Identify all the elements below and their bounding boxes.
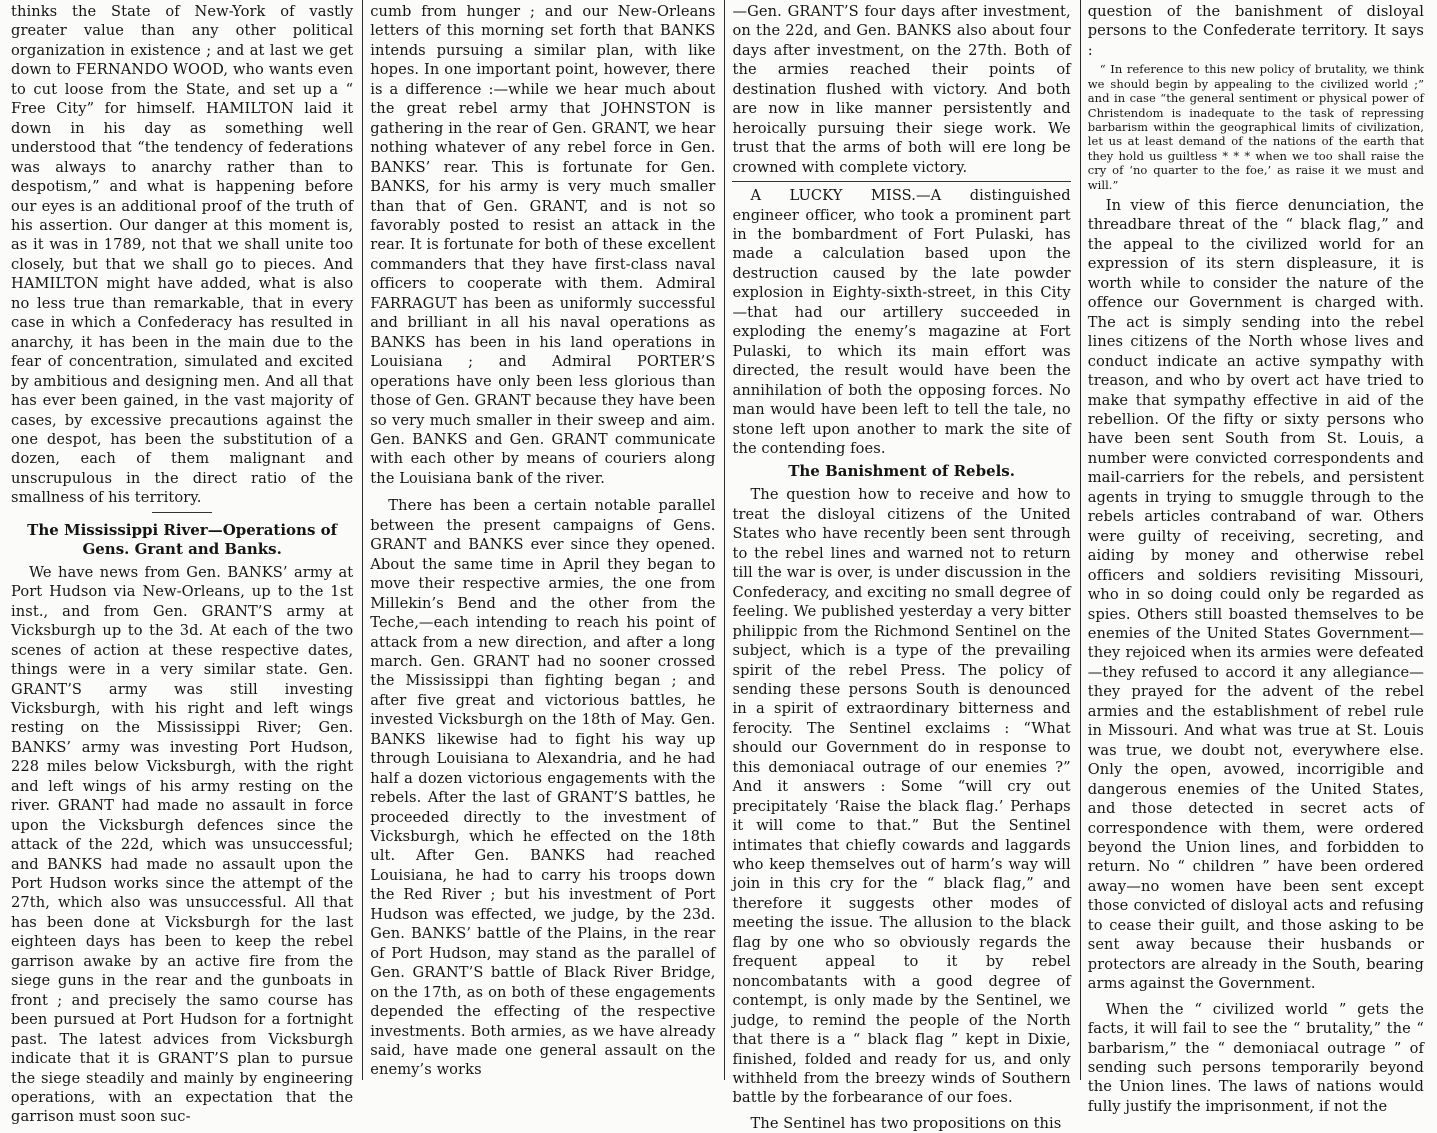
column-2 xyxy=(363,0,724,1080)
col3-paragraph-lucky-miss: A LUCKY MISS.—A distinguished engineer officer, who took a prominent part in the bombardment of Fort Pulaski, has made a calculation based upon the destruction caused by the late powder explosion in Eighty-sixth-street, in this City—that had our artillery succeeded in exploding the enemy’s magazine at Fort Pulaski, to which its main effort was directed, the result would have been the annihilation of both the opposing forces. No man would have been left to tell the tale, no stone left upon another to mark the site of the contending foes. xyxy=(732,187,1071,457)
col4-paragraph-1: question of the banishment of disloyal persons to the Confederate territory. It says : xyxy=(1087,3,1424,59)
column-3 xyxy=(725,0,1079,1132)
col3-paragraph-1: —Gen. GRANT’S four days after investment, on the 22d, and Gen. BANKS also about four days after investment, on the 27th. Both of the armies reached their points of destination flushed with victory. And both are now in like manner persistently and heroically pursuing their siege work. We trust that the arms of both will ere long be crowned with complete victory. xyxy=(732,3,1071,176)
heading-banishment-of-rebels: The Banishment of Rebels. xyxy=(788,462,1015,481)
col2-paragraph-2: There has been a certain notable parallel between the present campaigns of Gens. GRANT and BANKS ever since they opened. About the same time in April they began to move their respective armies, the one from Millekin’s Bend and the other from the Teche,—each intending to reach his point of attack from a new direction, and after a long march. Gen. GRANT had no sooner crossed the Mississippi than fighting began ; and after five great and victorious battles, he invested Vicksburgh on the 18th of May. Gen. BANKS likewise had to fight his way up through Louisiana to Alexandria, and he had half a dozen victorious engagements with the rebels. After the last of GRANT’S battles, he proceeded directly to the investment of Vicksburgh, which he effected on the 18th ult. After Gen. BANKS had reached Louisiana, he had to carry his troops down the Red River ; but his investment of Port Hudson was effected, we judge, by the 23d. Gen. BANKS’ battle of the Plains, in the rear of Port Hudson, may stand as the parallel of Gen. GRANT’S battle of Black River Bridge, on the 17th, as on both of these engagements depended the effecting of the respective investments. Both armies, as we have already said, have made one general assault on the enemy’s works xyxy=(370,497,716,1079)
section-divider xyxy=(732,181,1070,182)
column-4 xyxy=(1081,0,1433,1115)
col1-paragraph-2: We have news from Gen. BANKS’ army at Port Hudson via New-Orleans, up to the 1st inst., and from Gen. GRANT’S army at Vicksburgh up to the 3d. At each of the two scenes of action at these respective dates, things were in a very similar state. Gen. GRANT’S army was still investing Vicksburgh, with his right and left wings resting on the Mississippi River; Gen. BANKS’ army was investing Port Hudson, 228 miles below Vicksburgh, with the right and left wings of his army resting on the river. GRANT had made no assault in force upon the Vicksburgh defences since the attack of the 22d, which was unsuccessful; and BANKS had made no assault upon the Port Hudson works since the attempt of the 27th, which also was unsuccessful. All that has been done at Vicksburgh for the last eighteen days has been to keep the rebel garrison awake by an active fire from the siege guns in the rear and the gunboats in front ; and precisely the samo course has been pursued at Port Hudson for a fortnight past. The latest advices from Vicksburgh indicate that it is GRANT’S plan to pursue the siege steadily and mainly by engineering operations, with an expectation that the garrison must soon suc- xyxy=(11,563,354,1126)
col1-paragraph-1: thinks the State of New-York of vastly greater value than any other political organization in existence ; and at last we get down to FERNANDO WOOD, who wants even to cut loose from the State, and set up a “ Free City” for himself. HAMILTON laid it down in his day as something well understood that “the tendency of federations was always to anarchy rather than to despotism,” and what is happening before our eyes is an additional proof of the truth of his assertion. Our danger at this moment is, as it was in 1789, not that we shall unite too closely, but that we shall go to pieces. And HAMILTON might have added, what is also no less true than remarkable, that in every case in which a Confederacy has resulted in anarchy, it has been in the main due to the fear of concentration, simulated and excited by ambitious and designing men. And all that has ever been gained, in the vast majority of cases, by excessive precautions against the one despot, has been the substitution of a dozen, each of them malignant and unscrupulous in the direct ratio of the smallness of his territory. xyxy=(11,3,354,507)
section-divider xyxy=(152,512,212,513)
column-1 xyxy=(4,0,362,1126)
col3-paragraph-4: The Sentinel has two propositions on this xyxy=(750,1114,1062,1132)
col2-paragraph-1: cumb from hunger ; and our New-Orleans letters of this morning set forth that BANKS intends pursuing a similar plan, with like hopes. In one important point, however, there is a difference :—while we hear much about the great rebel army that JOHNSTON is gathering in the rear of Gen. GRANT, we hear nothing whatever of any rebel force in Gen. BANKS’ rear. This is fortunate for Gen. BANKS, for his army is very much smaller than that of Gen. GRANT, and is not so favorably posted to resist an attack in the rear. It is fortunate for both of these excellent commanders that they have first-class naval officers to cooperate with them. Admiral FARRAGUT has been as uniformly successful and brilliant in all his naval operations as BANKS has been in his land operations in Louisiana ; and Admiral PORTER’S operations have only been less glorious than those of Gen. GRANT because they have been so very much smaller in their sweep and aim. Gen. BANKS and Gen. GRANT communicate with each other by means of couriers along the Louisiana bank of the river. xyxy=(370,3,716,487)
col4-paragraph-3: When the “ civilized world ” gets the facts, it will fail to see the “ brutality,” the “ barbarism,” the “ demoniacal outrage ” of sending such persons temporarily beyond the Union lines. The laws of nations would fully justify the imprisonment, if not the xyxy=(1087,1000,1424,1115)
col4-paragraph-2: In view of this fierce denunciation, the threadbare threat of the “ black flag,” and the appeal to the civilized world for an expression of its stern displeasure, it is worth while to consider the nature of the offence our Government is charged with. The act is simply sending into the rebel lines citizens of the North whose lives and conduct indicate an active sympathy with treason, and who by overt act have tried to make that sympathy effective in aid of the rebellion. Of the fifty or sixty persons who have been sent South from St. Louis, a number were convicted correspondents and mail-carriers for the rebels, and persistent agents in trying to smuggle through to the rebels articles contraband of war. Others were guilty of receiving, secreting, and aiding by money and otherwise rebel officers and soldiers revisiting Missouri, who in so doing could only be regarded as spies. Others still boasted themselves to be enemies of the United States Government—they rejoiced when its armies were defeated—they refused to accord it any allegiance—they prayed for the advent of the rebel armies and the establishment of rebel rule in Missouri. And what was true at St. Louis was true, we doubt not, everywhere else. Only the open, avowed, incorrigible and dangerous enemies of the United States, and those detected in secret acts of correspondence with them, were ordered beyond the Union lines, and forbidden to return. No “ children ” have been ordered away—no women have been sent except those convicted of disloyal acts and refusing to cease their guilt, and those asking to be sent away because their husbands or protectors are already in the South, bearing arms against the Government. xyxy=(1087,197,1424,993)
sentinel-quote: “ In reference to this new policy of brutality, we think we should begin by appealing to the civilized world ;” and in case “the general sentiment or physical power of Christendom is inadequate to the task of repressing barbarism within the geographical limits of civilization, let us at least demand of the nations of the earth that they hold us guiltless * * * when we too shall raise the cry of ‘no quarter to the foe,’ as raise it we must and will.” xyxy=(1087,62,1424,192)
col3-paragraph-3: The question how to receive and how to treat the disloyal citizens of the United States who have recently been sent through to the rebel lines and warned not to return till the war is over, is under discussion in the Confederacy, and exciting no small degree of feeling. We published yesterday a very bitter philippic from the Richmond Sentinel on the subject, which is a type of the prevailing spirit of the rebel Press. The policy of sending these persons South is denounced in a spirit of extraordinary bitterness and ferocity. The Sentinel exclaims : “What should our Government do in response to this demoniacal outrage of our enemies ?” And it answers : Some “will cry out precipitately ‘Raise the black flag.’ Perhaps it will come to that.” But the Sentinel intimates that chiefly cowards and laggards who keep themselves out of harm’s way will join in this cry for the “ black flag,” and therefore it suggests other modes of meeting the issue. The allusion to the black flag by one who so obviously regards the frequent appeal to it by rebel noncombatants with a good degree of contempt, is only made by the Sentinel, we judge, to remind the people of the North that there is a “ black flag ” kept in Dixie, finished, folded and ready for us, and only withheld from the breezy winds of Southern battle by the forbearance of our foes. xyxy=(732,486,1071,1107)
heading-mississippi-river: The Mississippi River—Operations of Gens. Grant and Banks. xyxy=(27,520,338,558)
